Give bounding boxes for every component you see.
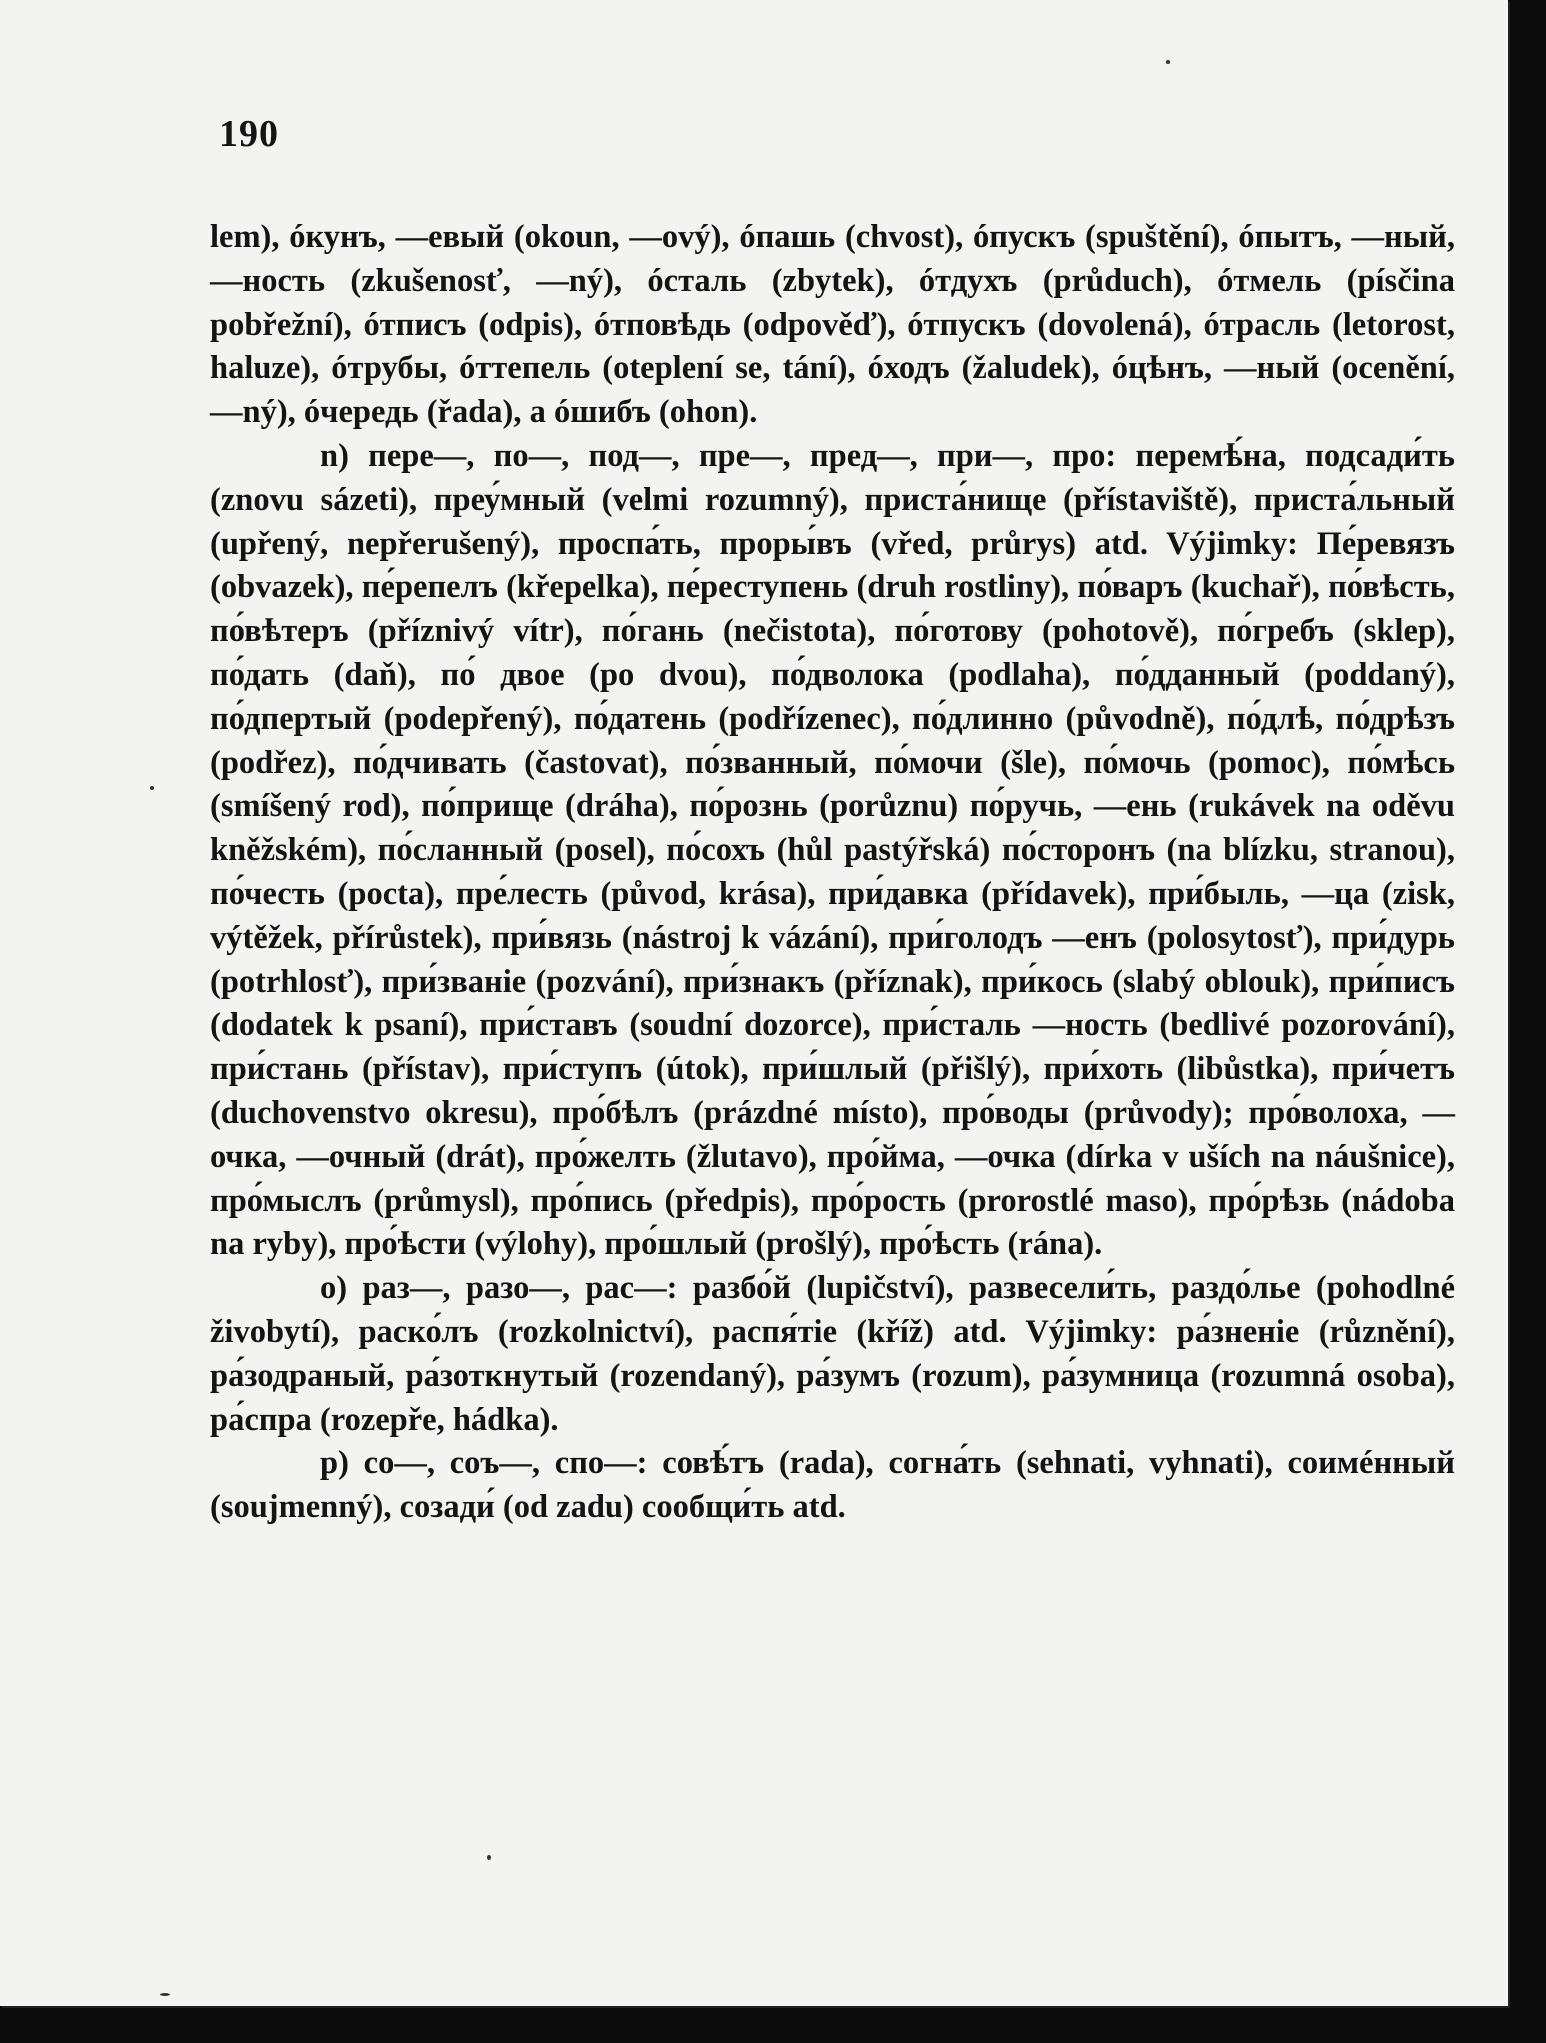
scan-speck [487,1855,491,1860]
scan-speck [160,1993,170,1996]
page-number: 190 [219,113,279,155]
paragraph-m-continued: lem), óкунъ, —евый (okoun, —ový), óпашь (chvost), óпускъ (spuštění), óпытъ, —ный, —ность (zkušenosť, —ný), óсталь (zbytek), óтдухъ (průduch), óтмель (písčina pobřežní), óтписъ (odpis), óтповѣдь (odpověď), óтпускъ (dovolená), óтрасль (letorost, haluze), óтрубы, óттепель (oteplení se, tání), óходъ (žaludek), óцѣнъ, —ный (ocenění, —ný), óчередь (řada), a óшибъ (ohon). [210,219,1455,431]
scan-speck [150,786,154,790]
scan-speck [1166,60,1170,64]
paragraph-o: o) раз—, разо—, рас—: разбо́й (lupičství), развесели́ть, раздо́лье (pohodlné živobytí), раско́лъ (rozkolnictví), распя́тіе (kříž) atd. Výjimky: ра́зненіе (různění), ра́зодраный, ра́зоткнутый (rozendaný), ра́зумъ (rozum), ра́зумница (rozumná osoba), ра́спра (rozepře, hádka). [210,1270,1455,1438]
paragraph-n: n) пере—, по—, под—, пре—, пред—, при—, про: перемѣ́на, подсади́ть (znovu sázeti), преу́мный (velmi rozumný), приста́нище (přístaviště), приста́льный (upřený, nepřerušený), проспа́ть, проры́въ (vřed, průrys) atd. Výjimky: Пе́ревязъ (obvazek), пе́репелъ (křepelka), пе́реступень (druh rostliny), по́варъ (kuchař), по́вѣсть, по́вѣтеръ (příznivý vítr), по́гань (nečistota), по́готову (pohotově), по́гребъ (sklep), по́дать (daň), по́ двое (po dvou), по́дволока (podlaha), по́дданный (poddaný), по́дпертый (podepřený), по́датень (podřízenec), по́длинно (původně), по́длѣ, по́дрѣзъ (podřez), по́дчивать (častovat), по́званный, по́мочи (šle), по́мочь (pomoc), по́мѣсь (smíšený rod), по́прище (dráha), по́рознь (porůznu) по́ручь, —ень (rukávek na oděvu kněžském), по́сланный (posel), по́сохъ (hůl pastýřská) по́сторонъ (na blízku, stranou), по́честь (pocta), пре́лесть (původ, krása), при́давка (přídavek), при́быль, —ца (zisk, výtěžek, přírůstek), при́вязь (nástroj k vázání), при́голодъ —енъ (polosytosť), при́дурь (potrhlosť), при́званіе (pozvání), при́знакъ (příznak), при́кось (slabý oblouk), при́писъ (dodatek k psaní), при́ставъ (soudní dozorce), при́сталь —ность (bedlivé pozorování), при́стань (přístav), при́ступъ (útok), при́шлый (přišlý), при́хоть (libůstka), при́четъ (duchovenstvo okresu), про́бѣлъ (prázdné místo), про́воды (průvody); про́волоха, —очка, —очный (drát), про́желть (žlutavo), про́йма, —очка (dírka v uších na náušnice), про́мыслъ (průmysl), про́пись (předpis), про́рость (prorostlé maso), про́рѣзь (nádoba na ryby), про́ѣсти (výlohy), про́шлый (prošlý), про́ѣсть (rána). [210,437,1455,1263]
paragraph-p: p) со—, сoъ—, спо—: совѣ́тъ (rada), согна́ть (sehnati, vyhnati), соимéнный (soujmenný), созади́ (od zadu) сообщи́ть atd. [210,1445,1455,1526]
page-body [210,216,1455,1530]
